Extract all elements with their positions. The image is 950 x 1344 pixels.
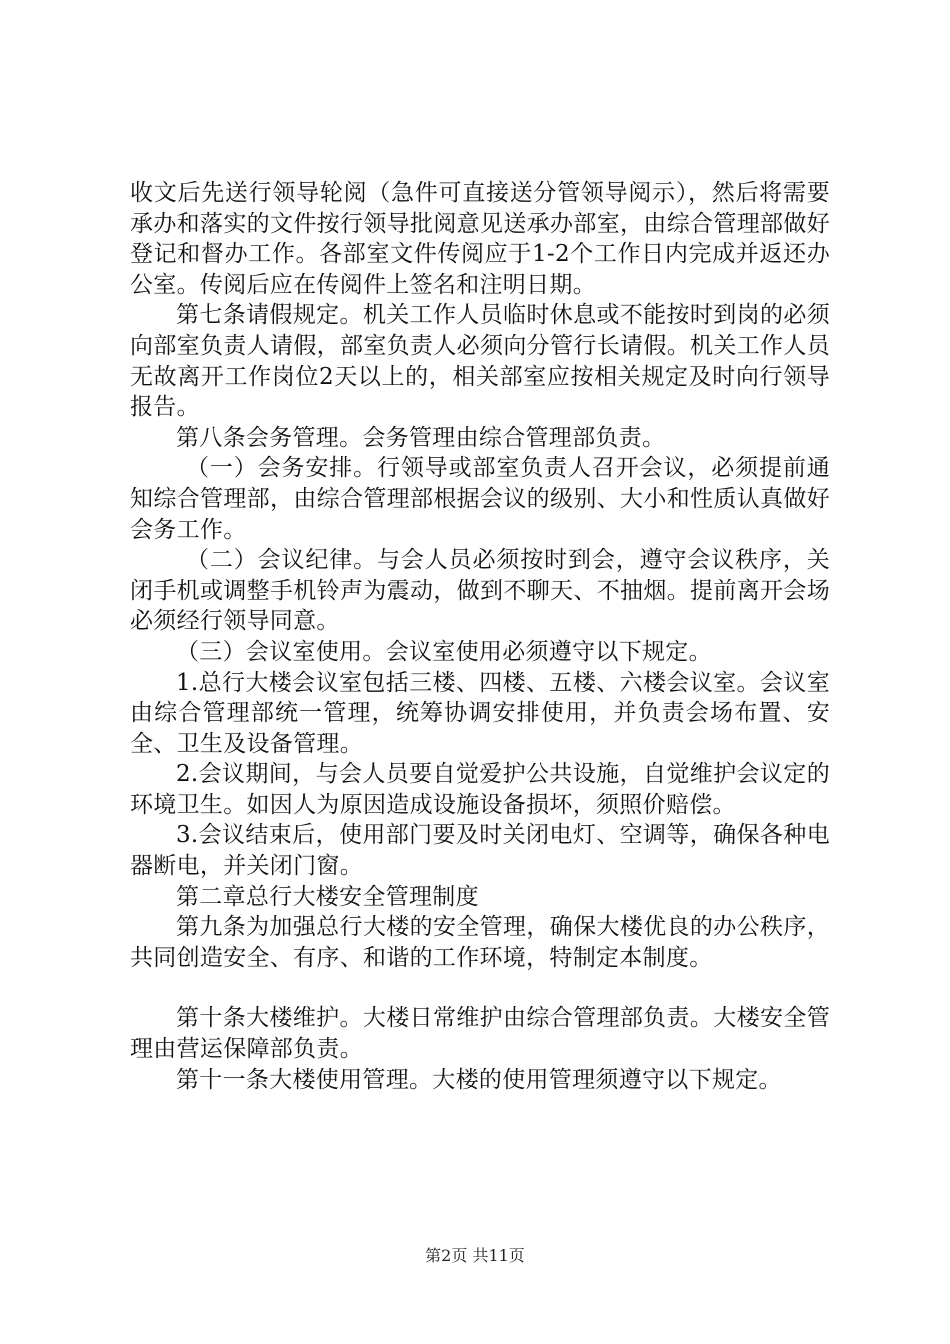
- paragraph-article-11: 第十一条大楼使用管理。大楼的使用管理须遵守以下规定。: [176, 1066, 782, 1093]
- paragraph-article-8-meetings: 第八条会务管理。会务管理由综合管理部负责。: [176, 424, 666, 451]
- paragraph-rule-1: 1.总行大楼会议室包括三楼、四楼、五楼、六楼会议室。会议室由综合管理部统一管理，统筹协调安排使用，并负责会场布置、安全、卫生及设备管理。: [130, 669, 830, 757]
- paragraph-article-7-leave: 第七条请假规定。机关工作人员临时休息或不能按时到岗的必须向部室负责人请假，部室负责人必须向分管行长请假。机关工作人员无故离开工作岗位2天以上的，相关部室应按相关规定及时向行领导报告。: [130, 302, 830, 421]
- paragraph-article-9: 第九条为加强总行大楼的安全管理，确保大楼优良的办公秩序，共同创造安全、有序、和谐的工作环境，特制定本制度。: [130, 914, 830, 971]
- paragraph-meeting-room-use: （三）会议室使用。会议室使用必须遵守以下规定。: [176, 638, 712, 665]
- paragraph-article-10: 第十条大楼维护。大楼日常维护由综合管理部负责。大楼安全管理由营运保障部负责。: [130, 1005, 830, 1063]
- paragraph-rule-2: 2.会议期间，与会人员要自觉爱护公共设施，自觉维护会议定的环境卫生。如因人为原因造成设施设备损坏，须照价赔偿。: [130, 761, 830, 818]
- page-number-footer: 第2页 共11页: [425, 1246, 525, 1265]
- document-body: [130, 178, 830, 1095]
- paragraph-meeting-discipline: （二）会议纪律。与会人员必须按时到会，遵守会议秩序，关闭手机或调整手机铃声为震动，做到不聊天、不抽烟。提前离开会场必须经行领导同意。: [130, 547, 830, 635]
- paragraph-rule-3: 3.会议结束后，使用部门要及时关闭电灯、空调等，确保各种电器断电，并关闭门窗。: [130, 822, 830, 880]
- paragraph-receiving-documents: 收文后先送行领导轮阅（急件可直接送分管领导阅示），然后将需要承办和落实的文件按行领导批阅意见送承办部室，由综合管理部做好登记和督办工作。各部室文件传阅应于1-2个工作日内完成并返还办公室。传阅后应在传阅件上签名和注明日期。: [130, 180, 830, 298]
- paragraph-meeting-arrangement: （一）会务安排。行领导或部室负责人召开会议，必须提前通知综合管理部，由综合管理部根据会议的级别、大小和性质认真做好会务工作。: [130, 455, 830, 543]
- chapter-2-heading: 第二章总行大楼安全管理制度: [176, 883, 479, 910]
